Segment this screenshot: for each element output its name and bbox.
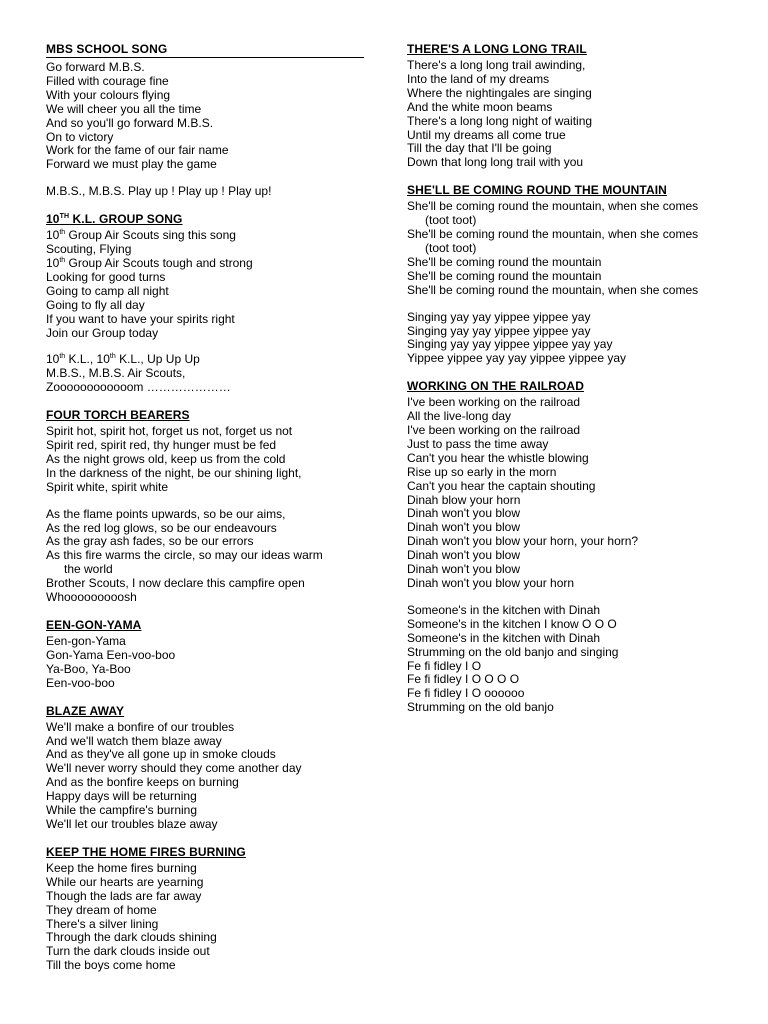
lyric-line: As the gray ash fades, so be our errors <box>46 534 254 549</box>
lyric-line: Dinah won't you blow <box>407 548 521 563</box>
song-title: KEEP THE HOME FIRES BURNING <box>46 844 246 859</box>
lyric-line: Until my dreams all come true <box>407 127 566 142</box>
lyric-line: Spirit white, spirit white <box>46 479 169 494</box>
song-title: MBS SCHOOL SONG <box>46 42 364 58</box>
lyric-line: With your colours flying <box>46 87 171 102</box>
lyric-line: Een-gon-Yama <box>46 634 126 648</box>
chorus-line: Zoooooooooooom ………………… <box>46 380 231 395</box>
lyric-line: She'll be coming round the mountain, when she comes <box>407 199 699 214</box>
chorus-line: M.B.S., M.B.S. Air Scouts, <box>46 366 186 381</box>
lyric-line: Ya-Boo, Ya-Boo <box>46 661 131 676</box>
lyric-line: As the night grows old, keep us from the cold <box>46 451 286 466</box>
lyric-line: Een-voo-boo <box>46 675 115 690</box>
lyric-line: (toot toot) <box>425 240 477 255</box>
lyric-line: the world <box>64 562 113 577</box>
lyric-line: Brother Scouts, I now declare this campfire open <box>46 576 305 591</box>
lyric-line: We will cheer you all the time <box>46 101 202 116</box>
lyric-line: (toot toot) <box>425 213 477 228</box>
lyric-line: Dinah won't you blow <box>407 506 521 521</box>
lyric-line: Spirit red, spirit red, thy hunger must be fed <box>46 438 277 453</box>
lyric-line: There's a long long night of waiting <box>407 113 593 128</box>
chorus-line: Singing yay yay yippee yippee yay <box>407 309 591 324</box>
lyric-line: Fe fi fidley I O <box>407 658 482 673</box>
song-10th-kl-group <box>46 212 364 395</box>
lyric-line: Whooooooooosh <box>46 590 137 605</box>
lyric-line: She'll be coming round the mountain <box>407 268 602 283</box>
lyric-line: Gon-Yama Een-voo-boo <box>46 647 176 662</box>
lyric-line: All the live-long day <box>407 409 512 424</box>
song-title: SHE'LL BE COMING ROUND THE MOUNTAIN <box>407 183 667 198</box>
song-title: WORKING ON THE RAILROAD <box>407 379 584 394</box>
lyric-line: There's a silver lining <box>46 916 159 931</box>
lyric-line: I've been working on the railroad <box>407 423 581 438</box>
lyric-line: Fe fi fidley I O O O O <box>407 672 520 687</box>
lyric-line: 10th Group Air Scouts sing this song <box>46 228 236 243</box>
lyric-line: Going to fly all day <box>46 297 145 312</box>
lyric-line: On to victory <box>46 129 114 144</box>
lyric-line: Dinah won't you blow <box>407 562 521 577</box>
lyric-line: She'll be coming round the mountain <box>407 254 602 269</box>
song-four-torch-bearers <box>46 408 364 605</box>
lyric-line: In the darkness of the night, be our shining light, <box>46 465 302 480</box>
lyric-line: Can't you hear the whistle blowing <box>407 450 589 465</box>
lyric-line: Till the boys come home <box>46 958 176 973</box>
song-title: THERE'S A LONG LONG TRAIL <box>407 42 587 56</box>
song-een-gon-yama <box>46 618 364 691</box>
song-blaze-away <box>46 704 364 832</box>
lyric-line: Join our Group today <box>46 325 159 340</box>
song-title: EEN-GON-YAMA <box>46 618 142 632</box>
lyric-line: Though the lads are far away <box>46 888 202 903</box>
lyric-line: I've been working on the railroad <box>407 395 581 410</box>
right-column <box>407 42 737 728</box>
lyric-line: And the white moon beams <box>407 99 553 114</box>
lyric-line: Down that long long trail with you <box>407 155 584 170</box>
song-working-on-the-railroad <box>407 379 737 715</box>
lyric-line: Forward we must play the game <box>46 157 217 172</box>
lyric-line: As the flame points upwards, so be our aims, <box>46 506 286 521</box>
lyric-line: Turn the dark clouds inside out <box>46 944 210 959</box>
lyric-line: 10th Group Air Scouts tough and strong <box>46 255 253 270</box>
lyric-line: Strumming on the old banjo <box>407 700 554 715</box>
chorus-line: 10th K.L., 10th K.L., Up Up Up <box>46 352 200 367</box>
lyric-line: As this fire warms the circle, so may our ideas warm <box>46 548 323 563</box>
lyric-line: Go forward M.B.S. <box>46 60 145 74</box>
lyric-line: Going to camp all night <box>46 283 169 298</box>
lyric-line: Fe fi fidley I O oooooo <box>407 686 525 701</box>
song-mbs-school <box>46 42 364 199</box>
lyric-line: Keep the home fires burning <box>46 860 197 875</box>
lyric-line: We'll never worry should they come another day <box>46 761 302 776</box>
lyric-line: While our hearts are yearning <box>46 874 204 889</box>
lyric-line: And as they've all gone up in smoke clouds <box>46 747 276 762</box>
lyric-line: Dinah won't you blow your horn <box>407 576 575 590</box>
lyric-line: Into the land of my dreams <box>407 71 550 86</box>
lyric-line: Strumming on the old banjo and singing <box>407 644 619 659</box>
lyric-line: Where the nightingales are singing <box>407 85 592 100</box>
lyric-line: Dinah blow your horn <box>407 492 521 507</box>
lyric-line: Spirit hot, spirit hot, forget us not, forget us not <box>46 424 293 439</box>
lyric-line: She'll be coming round the mountain, when she comes <box>407 227 699 242</box>
lyric-line: Filled with courage fine <box>46 73 169 88</box>
lyric-line: Looking for good turns <box>46 269 166 284</box>
lyric-line: Rise up so early in the morn <box>407 464 557 479</box>
lyric-line: Just to pass the time away <box>407 436 549 451</box>
lyric-line: Dinah won't you blow your horn, your horn? <box>407 534 639 549</box>
lyric-line: As the red log glows, so be our endeavours <box>46 520 277 535</box>
song-coming-round-the-mountain <box>407 183 737 366</box>
lyric-line: There's a long long trail awinding, <box>407 58 586 72</box>
lyric-line: And so you'll go forward M.B.S. <box>46 115 214 130</box>
lyric-line: Someone's in the kitchen I know O O O <box>407 616 617 631</box>
lyric-line: Work for the fame of our fair name <box>46 143 229 158</box>
lyric-line: They dream of home <box>46 902 157 917</box>
lyric-line: She'll be coming round the mountain, when she comes <box>407 282 699 297</box>
chorus-line: M.B.S., M.B.S. Play up ! Play up ! Play up! <box>46 184 272 199</box>
chorus-line: Yippee yippee yay yay yippee yippee yay <box>407 351 627 366</box>
lyric-line: Till the day that I'll be going <box>407 141 552 156</box>
lyric-line: Through the dark clouds shining <box>46 930 217 945</box>
song-keep-home-fires-burning <box>46 845 364 973</box>
lyric-line: We'll let our troubles blaze away <box>46 816 218 831</box>
lyric-line: We'll make a bonfire of our troubles <box>46 719 235 734</box>
lyric-line: Can't you hear the captain shouting <box>407 478 596 493</box>
lyric-line: If you want to have your spirits right <box>46 311 235 326</box>
left-column <box>46 42 364 986</box>
lyric-line: And as the bonfire keeps on burning <box>46 775 239 790</box>
lyric-line: Happy days will be returning <box>46 789 197 804</box>
lyric-line: While the campfire's burning <box>46 803 198 818</box>
chorus-line: Singing yay yay yippee yippee yay yay <box>407 337 613 352</box>
lyric-line: Someone's in the kitchen with Dinah <box>407 602 601 617</box>
lyric-line: And we'll watch them blaze away <box>46 733 222 748</box>
lyric-line: Someone's in the kitchen with Dinah <box>407 630 601 645</box>
song-title: BLAZE AWAY <box>46 703 125 718</box>
song-title: FOUR TORCH BEARERS <box>46 408 190 423</box>
chorus-line: Singing yay yay yippee yippee yay <box>407 323 591 338</box>
song-long-long-trail <box>407 42 737 170</box>
lyric-line: Scouting, Flying <box>46 242 132 257</box>
lyric-line: Dinah won't you blow <box>407 520 521 535</box>
song-title: 10TH K.L. GROUP SONG <box>46 212 183 227</box>
